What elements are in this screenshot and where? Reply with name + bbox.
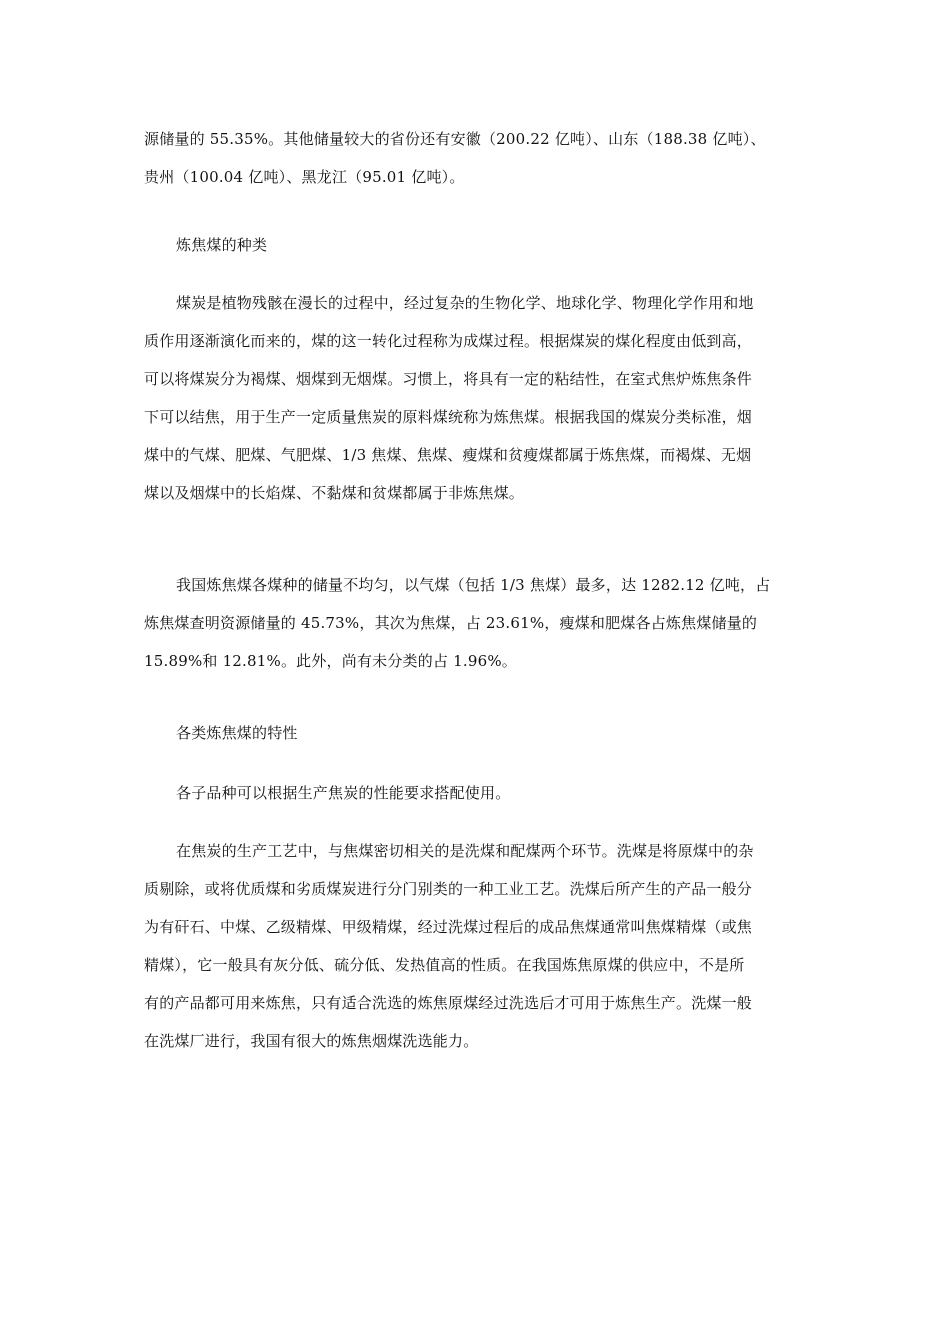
text-line: 我国炼焦煤各煤种的储量不均匀，以气煤（包括 1/3 焦煤）最多，达 1282.12 亿吨，占	[176, 576, 771, 594]
paragraph-reserves-continued	[144, 120, 812, 196]
text-line: 质作用逐渐演化而来的，煤的这一转化过程称为成煤过程。根据煤炭的煤化程度由低到高，	[144, 332, 753, 350]
heading-text: 炼焦煤的种类	[176, 236, 268, 254]
text-line: 煤炭是植物残骸在漫长的过程中，经过复杂的生物化学、地球化学、物理化学作用和地	[176, 294, 754, 312]
paragraph-blending	[144, 774, 812, 812]
text-line: 可以将煤炭分为褐煤、烟煤到无烟煤。习惯上，将具有一定的粘结性，在室式焦炉炼焦条件	[144, 370, 753, 388]
text-line: 15.89%和 12.81%。此外，尚有未分类的占 1.96%。	[144, 652, 517, 670]
text-line: 质剔除，或将优质煤和劣质煤炭进行分门别类的一种工业工艺。洗煤后所产生的产品一般分	[144, 880, 753, 898]
text-line: 精煤），它一般具有灰分低、硫分低、发热值高的性质。在我国炼焦原煤的供应中，不是所	[144, 956, 745, 974]
text-line: 在洗煤厂进行，我国有很大的炼焦烟煤洗选能力。	[144, 1032, 479, 1050]
section-heading-coking-coal-types	[144, 226, 812, 264]
paragraph-washing-process	[144, 832, 812, 1060]
text-line: 为有矸石、中煤、乙级精煤、甲级精煤，经过洗煤过程后的成品焦煤通常叫焦煤精煤（或焦	[144, 918, 753, 936]
heading-text: 各类炼焦煤的特性	[176, 724, 298, 742]
text-line: 贵州（100.04 亿吨）、黑龙江（95.01 亿吨）。	[144, 168, 465, 186]
text-line: 下可以结焦，用于生产一定质量焦炭的原料煤统称为炼焦煤。根据我国的煤炭分类标准，烟	[144, 408, 753, 426]
text-line: 在焦炭的生产工艺中，与焦煤密切相关的是洗煤和配煤两个环节。洗煤是将原煤中的杂	[176, 842, 754, 860]
text-line: 煤中的气煤、肥煤、气肥煤、1/3 焦煤、焦煤、瘦煤和贫瘦煤都属于炼焦煤，而褐煤、无烟	[144, 446, 752, 464]
text-line: 有的产品都可用来炼焦，只有适合洗选的炼焦原煤经过洗选后才可用于炼焦生产。洗煤一般	[144, 994, 753, 1012]
text-line: 源储量的 55.35%。其他储量较大的省份还有安徽（200.22 亿吨）、山东（188.38 亿吨）、	[144, 130, 766, 148]
text-line: 炼焦煤查明资源储量的 45.73%，其次为焦煤，占 23.61%，瘦煤和肥煤各占炼焦煤储量的	[144, 614, 758, 632]
section-heading-coal-properties	[144, 714, 812, 752]
paragraph-coal-reserves-distribution	[144, 566, 812, 680]
text-line: 各子品种可以根据生产焦炭的性能要求搭配使用。	[176, 784, 511, 802]
paragraph-coal-formation	[144, 284, 812, 512]
text-line: 煤以及烟煤中的长焰煤、不黏煤和贫煤都属于非炼焦煤。	[144, 484, 525, 502]
